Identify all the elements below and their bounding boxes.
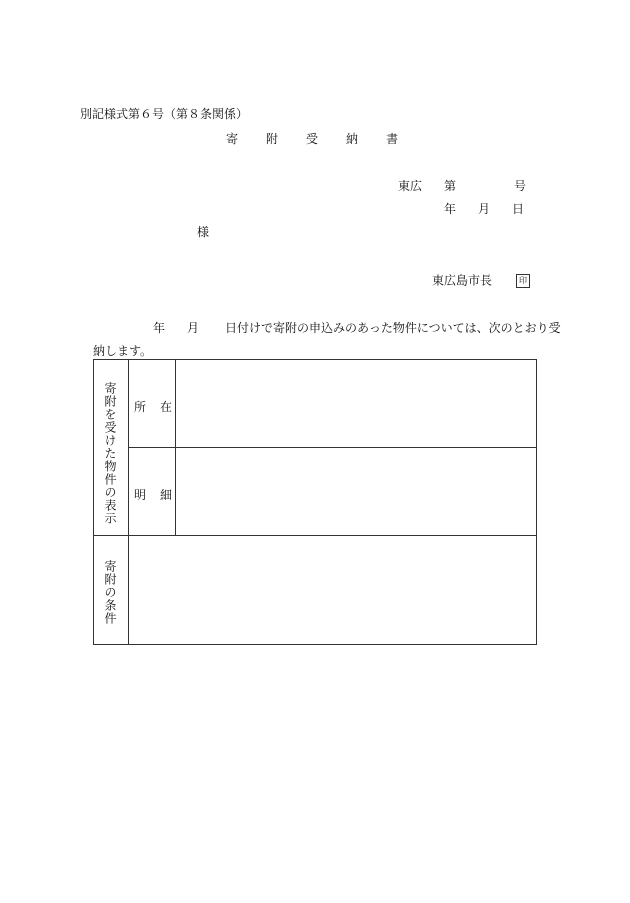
body-text-line-1 bbox=[153, 322, 561, 334]
donation-form-table bbox=[93, 359, 537, 645]
date-year: 年 bbox=[444, 202, 457, 216]
body-year: 年 bbox=[153, 321, 166, 335]
title-char-1: 寄 bbox=[226, 132, 239, 146]
addressee-honorific: 様 bbox=[197, 225, 210, 239]
seal-icon: 印 bbox=[516, 274, 530, 288]
doc-number-dai: 第 bbox=[444, 179, 457, 193]
section-label-property: 寄附を受けた物件の表示 bbox=[103, 382, 117, 525]
location-label bbox=[134, 398, 172, 415]
document-title bbox=[226, 133, 398, 145]
issuer bbox=[432, 274, 530, 288]
document-number bbox=[398, 180, 526, 192]
location-label-b: 在 bbox=[160, 400, 173, 414]
doc-number-prefix: 東広 bbox=[398, 179, 423, 193]
date-month: 月 bbox=[478, 202, 491, 216]
title-char-4: 納 bbox=[346, 132, 359, 146]
title-char-3: 受 bbox=[306, 132, 319, 146]
location-field[interactable] bbox=[176, 360, 536, 447]
details-label-b: 細 bbox=[160, 488, 173, 502]
details-label-a: 明 bbox=[134, 488, 147, 502]
title-char-5: 書 bbox=[386, 132, 399, 146]
details-label bbox=[134, 486, 172, 503]
doc-number-go: 号 bbox=[514, 179, 527, 193]
conditions-field[interactable] bbox=[129, 536, 536, 644]
title-char-2: 附 bbox=[266, 132, 279, 146]
issuer-name: 東広島市長 bbox=[432, 273, 493, 288]
details-field[interactable] bbox=[176, 448, 536, 535]
issue-date bbox=[444, 203, 524, 215]
body-line1-text: 日付けで寄附の申込みのあった物件については、次のとおり受 bbox=[225, 321, 561, 335]
location-label-a: 所 bbox=[134, 400, 147, 414]
body-text-line-2: 納します。 bbox=[93, 344, 153, 358]
section-label-conditions: 寄附の条件 bbox=[103, 560, 117, 625]
date-day: 日 bbox=[512, 202, 525, 216]
body-month: 月 bbox=[187, 321, 200, 335]
form-reference: 別記様式第６号（第８条関係） bbox=[80, 107, 249, 121]
